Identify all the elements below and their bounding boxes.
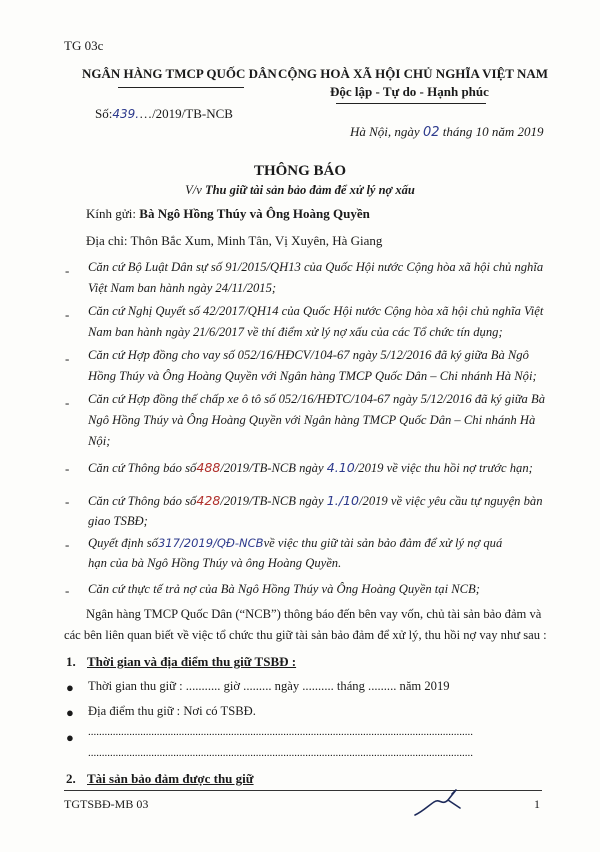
intro-paragraph-line1: Ngân hàng TMCP Quốc Dân (“NCB”) thông báo đến bên vay vốn, chủ tài sản bảo đảm và	[86, 607, 542, 621]
notice-2-basis: Căn cứ Thông báo số428/2019/TB-NCB ngày 1./10/2019 về việc yêu cầu tự nguyện bàn	[88, 493, 543, 508]
notice-2-basis-cont: giao TSBĐ;	[88, 514, 148, 528]
motto-underline	[336, 103, 486, 104]
signature-initials	[412, 782, 472, 822]
list-dash: -	[65, 494, 70, 509]
blank-line: ............................................................................................................................................	[88, 726, 473, 738]
recipient-line: Kính gửi: Bà Ngô Hồng Thúy và Ông Hoàng Quyền	[86, 206, 370, 221]
seizure-place: Địa điểm thu giữ : Nơi có TSBĐ.	[88, 704, 256, 718]
nation-motto: Độc lập - Tự do - Hạnh phúc	[330, 84, 489, 99]
document-title: THÔNG BÁO	[253, 163, 347, 179]
issue-day-handwritten: 02	[422, 125, 440, 140]
issue-date: Hà Nội, ngày 02 tháng 10 năm 2019	[350, 124, 544, 140]
blank-line: ............................................................................................................................................	[88, 747, 473, 759]
basis-item: Căn cứ Nghị Quyết số 42/2017/QH14 của Quốc Hội nước Cộng hòa xã hội chủ nghĩa Việt Nam ban hành ngày 21/6/2017 về thí điểm xử lý nợ xấu của các Tổ chức tín dụng;	[88, 304, 544, 339]
repayment-basis: Căn cứ thực tế trả nợ của Bà Ngô Hồng Thúy và Ông Hoàng Quyền tại NCB;	[88, 582, 480, 596]
section-2-heading: 2. Tài sản bảo đảm được thu giữ	[66, 771, 254, 786]
list-dash: -	[65, 307, 70, 322]
list-dash: -	[65, 351, 70, 366]
bullet: ●	[66, 680, 74, 695]
page-number: 1	[534, 797, 540, 811]
list-dash: -	[65, 537, 70, 552]
basis-item: Căn cứ Hợp đồng cho vay số 052/16/HĐCV/104-67 ngày 5/12/2016 đã ký giữa Bà Ngô Hồng Thúy và Ông Hoàng Quyền với Ngân hàng TMCP Quốc Dân – Chi nhánh Hà Nội;	[88, 348, 537, 383]
basis-item: Căn cứ Hợp đồng thế chấp xe ô tô số 052/16/HĐTC/104-67 ngày 5/12/2016 đã ký giữa Bà Ngô Hồng Thúy và Ông Hoàng Quyền với Ngân hàng TMCP Quốc Dân – Chi nhánh Hà Nội;	[88, 392, 545, 448]
list-dash: -	[65, 395, 70, 410]
notice-1-basis: Căn cứ Thông báo số488/2019/TB-NCB ngày 4.10/2019 về việc thu hồi nợ trước hạn;	[88, 460, 533, 475]
footer-code: TGTSBĐ-MB 03	[64, 797, 149, 811]
list-dash: -	[65, 461, 70, 476]
document-subject: V/v Thu giữ tài sản bảo đảm để xử lý nợ xấu	[185, 183, 415, 197]
bank-name-underline	[118, 87, 244, 88]
document-number: Số:439.…/2019/TB-NCB	[95, 106, 233, 121]
section-1-heading: 1. Thời gian và địa điểm thu giữ TSBĐ :	[66, 654, 297, 669]
bullet: ●	[66, 705, 74, 720]
list-dash: -	[65, 583, 70, 598]
form-code: TG 03c	[64, 38, 104, 53]
bullet: ●	[66, 730, 74, 745]
list-dash: -	[65, 263, 70, 278]
recipient-name: Bà Ngô Hồng Thúy và Ông Hoàng Quyền	[139, 206, 370, 221]
decision-basis: Quyết định số317/2019/QĐ-NCBvề việc thu giữ tài sản bảo đảm để xử lý nợ quá	[88, 536, 503, 550]
recipient-address: Địa chỉ: Thôn Bắc Xum, Minh Tân, Vị Xuyên, Hà Giang	[86, 233, 383, 248]
intro-paragraph-line2: các bên liên quan biết về việc tổ chức thu giữ tài sản bảo đảm để xử lý, thu hồi nợ vay như sau :	[64, 628, 547, 642]
document-number-handwritten: 439.	[112, 107, 140, 121]
bank-name: NGÂN HÀNG TMCP QUỐC DÂN	[82, 66, 277, 81]
nation-title: CỘNG HOÀ XÃ HỘI CHỦ NGHĨA VIỆT NAM	[278, 66, 549, 81]
seizure-time: Thời gian thu giữ : ........... giờ ......... ngày .......... tháng ......... năm 2019	[88, 679, 450, 693]
decision-basis-cont: hạn của bà Ngô Hồng Thúy và ông Hoàng Quyền.	[88, 556, 342, 570]
basis-item: Căn cứ Bộ Luật Dân sự số 91/2015/QH13 của Quốc Hội nước Cộng hòa xã hội chủ nghĩa Việt Nam ban hành ngày 24/11/2015;	[88, 260, 544, 295]
